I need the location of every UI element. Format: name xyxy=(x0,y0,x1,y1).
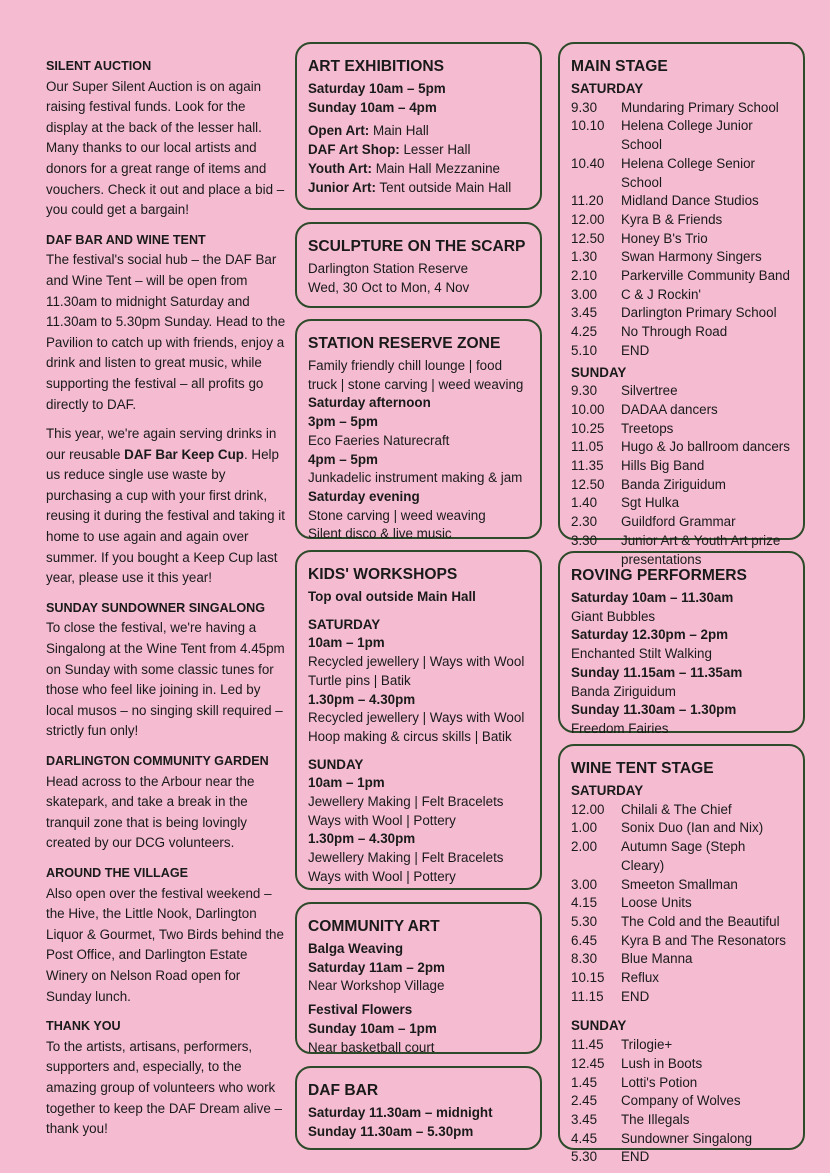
art-exhibitions-box xyxy=(295,42,542,210)
schedule-row xyxy=(571,913,792,932)
schedule-row xyxy=(571,476,792,495)
schedule-row xyxy=(571,801,792,820)
schedule-row xyxy=(571,1036,792,1055)
schedule-row xyxy=(571,1130,792,1149)
schedule-act: The Cold and the Beautiful xyxy=(621,913,780,929)
kids-location: Top oval outside Main Hall xyxy=(308,589,476,604)
schedule-row xyxy=(571,117,792,154)
schedule-row xyxy=(571,248,792,267)
schedule-act: Lush in Boots xyxy=(621,1055,703,1071)
silent-auction-section xyxy=(46,56,286,221)
activity: Recycled jewellery | Ways with Wool xyxy=(308,654,525,670)
schedule-row xyxy=(571,1092,792,1111)
activity: Stone carving | weed weaving xyxy=(308,507,486,523)
section-heading: SILENT AUCTION xyxy=(46,59,152,73)
section-text: To the artists, artisans, performers, supporters and, especially, to the amazing group of volunteers who work together to keep the DAF Dream alive – thank you! xyxy=(46,1038,282,1137)
roving-performers-box xyxy=(558,551,805,736)
schedule-act: Kyra B and The Resonators xyxy=(621,932,786,948)
schedule-act: Kyra B & Friends xyxy=(621,211,723,227)
schedule-row xyxy=(571,342,792,361)
schedule-time: 8.30 xyxy=(571,951,598,967)
schedule-time: 2.00 xyxy=(571,839,598,855)
saturday-label: SATURDAY xyxy=(571,783,644,798)
kids-workshops-box xyxy=(295,550,542,890)
schedule-act: END xyxy=(621,1149,650,1165)
schedule-act: Banda Ziriguidum xyxy=(621,476,726,492)
schedule-row xyxy=(571,1148,792,1167)
time-slot: Saturday 11am – 2pm xyxy=(308,959,445,975)
sculpture-box xyxy=(295,222,542,308)
schedule-act: No Through Road xyxy=(621,324,728,340)
schedule-row xyxy=(571,457,792,476)
schedule-time: 1.30 xyxy=(571,249,598,265)
schedule-row xyxy=(571,323,792,342)
schedule-time: 9.30 xyxy=(571,383,598,399)
schedule-act: Helena College Senior School xyxy=(621,155,755,190)
sculpture-dates: Wed, 30 Oct to Mon, 4 Nov xyxy=(308,279,470,295)
roving-act: Freedom Fairies xyxy=(571,720,669,736)
schedule-time: 11.35 xyxy=(571,458,604,474)
sat-hours: Saturday 11.30am – midnight xyxy=(308,1105,493,1120)
schedule-row xyxy=(571,420,792,439)
schedule-act: Hugo & Jo ballroom dancers xyxy=(621,439,790,455)
box-title: ART EXHIBITIONS xyxy=(308,58,445,75)
schedule-time: 12.00 xyxy=(571,211,605,227)
sunday-label: SUNDAY xyxy=(571,364,627,380)
thank-you-section xyxy=(46,1016,286,1140)
keep-cup-pre: This year, we're again serving drinks in our reusable xyxy=(46,426,277,462)
time-slot: 1.30pm – 4.30pm xyxy=(308,691,416,707)
schedule-time: 4.45 xyxy=(571,1130,598,1146)
left-column xyxy=(46,56,286,1149)
section-text: Our Super Silent Auction is on again raising festival funds. Look for the display at the back of the lesser hall. Many thanks to our local artists and donors for a great range of items and vouchers. Check it out and place a bid – you could get a bargain! xyxy=(46,78,285,218)
schedule-time: 12.50 xyxy=(571,476,605,492)
station-activities: Family friendly chill lounge | food truck | stone carving | weed weaving xyxy=(308,358,524,392)
schedule-time: 9.30 xyxy=(571,99,598,115)
time-slot: 10am – 1pm xyxy=(308,635,385,651)
schedule-row xyxy=(571,192,792,211)
schedule-time: 4.15 xyxy=(571,895,598,911)
schedule-row xyxy=(571,211,792,230)
box-title: ROVING PERFORMERS xyxy=(571,567,747,584)
sundowner-section xyxy=(46,598,286,742)
schedule-time: 4.25 xyxy=(571,324,598,340)
time-slot: 4pm – 5pm xyxy=(308,451,378,467)
section-text: Head across to the Arbour near the skatepark, and take a break in the tranquil zone that is being lovingly created by our DCG volunteers. xyxy=(46,773,255,851)
schedule-act: END xyxy=(621,342,650,358)
box-title: KIDS' WORKSHOPS xyxy=(308,566,458,583)
keep-cup-text xyxy=(46,424,286,589)
schedule-row xyxy=(571,876,792,895)
schedule-row xyxy=(571,438,792,457)
schedule-time: 3.45 xyxy=(571,305,598,321)
schedule-act: Helena College Junior School xyxy=(621,118,753,153)
roving-act: Enchanted Stilt Walking xyxy=(571,646,712,662)
schedule-act: Company of Wolves xyxy=(621,1093,741,1109)
roving-list xyxy=(571,589,792,739)
main-stage-box xyxy=(558,42,805,567)
schedule-act: C & J Rockin' xyxy=(621,286,701,302)
schedule-time: 5.30 xyxy=(571,1149,598,1165)
schedule-act: Mundaring Primary School xyxy=(621,99,779,115)
box-title: STATION RESERVE ZONE xyxy=(308,335,501,352)
schedule-time: 3.45 xyxy=(571,1111,598,1127)
schedule-act: Chilali & The Chief xyxy=(621,801,732,817)
wine-tent-sunday-list xyxy=(571,1036,792,1167)
schedule-act: DADAA dancers xyxy=(621,401,718,417)
wine-tent-stage-box xyxy=(558,744,805,1165)
schedule-time: 10.15 xyxy=(571,970,605,986)
schedule-row xyxy=(571,513,792,532)
schedule-time: 5.30 xyxy=(571,913,598,929)
station-reserve-box xyxy=(295,319,542,542)
activity: Jewellery Making | Felt Bracelets xyxy=(308,850,504,866)
workshop-title: Balga Weaving xyxy=(308,941,404,956)
schedule-time: 10.10 xyxy=(571,118,605,134)
schedule-time: 1.40 xyxy=(571,495,598,511)
schedule-time: 11.15 xyxy=(571,988,604,1004)
schedule-time: 6.45 xyxy=(571,932,598,948)
schedule-time: 11.05 xyxy=(571,439,604,455)
schedule-row xyxy=(571,950,792,969)
schedule-act: END xyxy=(621,988,650,1004)
schedule-row xyxy=(571,1055,792,1074)
section-heading: THANK YOU xyxy=(46,1019,121,1034)
box-title: DAF BAR xyxy=(308,1082,379,1099)
time-slot: 10am – 1pm xyxy=(308,775,385,791)
schedule-time: 3.00 xyxy=(571,876,598,892)
saturday-label: SATURDAY xyxy=(308,616,381,632)
time-slot: Sunday 10am – 1pm xyxy=(308,1020,437,1036)
schedule-act: Loose Units xyxy=(621,895,692,911)
art-item: DAF Art Shop: Lesser Hall xyxy=(308,142,471,158)
activity: Hoop making & circus skills | Batik xyxy=(308,728,512,744)
schedule-act: Treetops xyxy=(621,420,674,436)
box-title: MAIN STAGE xyxy=(571,58,668,75)
time-slot: 3pm – 5pm xyxy=(308,414,378,430)
main-stage-sunday-list xyxy=(571,382,792,569)
schedule-row xyxy=(571,819,792,838)
schedule-time: 3.00 xyxy=(571,286,598,302)
section-text: To close the festival, we're having a Singalong at the Wine Tent from 4.45pm on Sunday with some classic tunes for those who feel like joining in. Led by local musos – no singing skill required – strictly fun only! xyxy=(46,620,285,739)
schedule-time: 1.00 xyxy=(571,820,598,836)
community-art-box xyxy=(295,902,542,1054)
schedule-act: Hills Big Band xyxy=(621,458,705,474)
schedule-time: 1.45 xyxy=(571,1074,598,1090)
sun-hours: Sunday 10am – 4pm xyxy=(308,99,437,115)
art-item: Junior Art: Tent outside Main Hall xyxy=(308,179,512,195)
daf-bar-wine-tent-section xyxy=(46,230,286,589)
roving-act: Banda Ziriguidum xyxy=(571,683,676,699)
schedule-row xyxy=(571,1074,792,1093)
daf-bar-box xyxy=(295,1066,542,1150)
schedule-row xyxy=(571,230,792,249)
schedule-time: 12.00 xyxy=(571,801,605,817)
schedule-row xyxy=(571,99,792,118)
section-heading: AROUND THE VILLAGE xyxy=(46,865,189,880)
schedule-row xyxy=(571,838,792,875)
schedule-row xyxy=(571,988,792,1007)
location: Near Workshop Village xyxy=(308,978,445,994)
sculpture-location: Darlington Station Reserve xyxy=(308,261,469,276)
schedule-time: 11.20 xyxy=(571,193,604,209)
schedule-row xyxy=(571,304,792,323)
time-slot: 1.30pm – 4.30pm xyxy=(308,831,416,847)
workshop-title: Festival Flowers xyxy=(308,1002,413,1018)
schedule-row xyxy=(571,894,792,913)
schedule-row xyxy=(571,401,792,420)
schedule-act: Parkerville Community Band xyxy=(621,268,790,284)
schedule-time: 12.50 xyxy=(571,230,605,246)
section-heading: SUNDAY SUNDOWNER SINGALONG xyxy=(46,600,266,615)
activity: Eco Faeries Naturecraft xyxy=(308,432,450,448)
schedule-act: Midland Dance Studios xyxy=(621,193,759,209)
schedule-time: 2.30 xyxy=(571,514,598,530)
schedule-row xyxy=(571,155,792,192)
box-title: SCULPTURE ON THE SCARP xyxy=(308,238,526,255)
activity: Silent disco & live music xyxy=(308,526,452,542)
section-text: The festival's social hub – the DAF Bar and Wine Tent – will be open from 11.30am to midnight Saturday and 11.30am to 5.30pm Sunday. Head to the Pavilion to catch up with friends, enjoy a drink and listen to great music, while supporting the festival – all profits go directly to DAF. xyxy=(46,252,286,412)
art-item: Open Art: Main Hall xyxy=(308,123,429,139)
activity: Junkadelic instrument making & jam xyxy=(308,470,523,486)
box-title: COMMUNITY ART xyxy=(308,918,440,935)
schedule-act: Smeeton Smallman xyxy=(621,876,738,892)
schedule-time: 5.10 xyxy=(571,342,598,358)
saturday-label: SATURDAY xyxy=(571,81,644,96)
schedule-time: 3.30 xyxy=(571,532,598,548)
activity: Ways with Wool | Pottery xyxy=(308,812,456,828)
schedule-time: 2.45 xyxy=(571,1093,598,1109)
sunday-label: SUNDAY xyxy=(308,756,364,772)
art-item: Youth Art: Main Hall Mezzanine xyxy=(308,160,500,176)
schedule-act: Darlington Primary School xyxy=(621,305,777,321)
keep-cup-post: . Help us reduce single use waste by purchasing a cup with your first drink, reusing it during the festival and taking it home to use again and again over summer. If you bought a Keep Cup last year, please use it this year! xyxy=(46,446,285,586)
sat-hours: Saturday 10am – 5pm xyxy=(308,81,446,96)
schedule-act: The Illegals xyxy=(621,1111,690,1127)
schedule-row xyxy=(571,286,792,305)
location: Near basketball court xyxy=(308,1039,435,1055)
roving-act: Giant Bubbles xyxy=(571,608,656,624)
schedule-act: Autumn Sage (Steph Cleary) xyxy=(621,839,746,873)
schedule-act: Sonix Duo (Ian and Nix) xyxy=(621,820,764,836)
activity: Turtle pins | Batik xyxy=(308,672,411,688)
sat-evening-label: Saturday evening xyxy=(308,488,420,504)
schedule-row xyxy=(571,1111,792,1130)
schedule-row xyxy=(571,932,792,951)
schedule-act: Junior Art & Youth Art prize presentations xyxy=(621,532,781,567)
schedule-act: Lotti's Potion xyxy=(621,1074,698,1090)
roving-time: Sunday 11.15am – 11.35am xyxy=(571,664,743,680)
schedule-act: Trilogie+ xyxy=(621,1037,673,1053)
wine-tent-saturday-list xyxy=(571,801,792,1007)
sun-hours: Sunday 11.30am – 5.30pm xyxy=(308,1123,474,1139)
schedule-row xyxy=(571,267,792,286)
schedule-act: Reflux xyxy=(621,970,659,986)
schedule-row xyxy=(571,494,792,513)
activity: Ways with Wool | Pottery xyxy=(308,868,456,884)
schedule-time: 11.45 xyxy=(571,1037,604,1053)
main-stage-saturday-list xyxy=(571,99,792,361)
box-title: WINE TENT STAGE xyxy=(571,760,714,777)
schedule-time: 10.25 xyxy=(571,420,605,436)
roving-time: Sunday 11.30am – 1.30pm xyxy=(571,702,737,718)
section-heading: DARLINGTON COMMUNITY GARDEN xyxy=(46,754,269,768)
schedule-time: 12.45 xyxy=(571,1055,605,1071)
roving-time: Saturday 12.30pm – 2pm xyxy=(571,627,729,643)
roving-time: Saturday 10am – 11.30am xyxy=(571,590,734,605)
schedule-act: Guildford Grammar xyxy=(621,514,736,530)
schedule-time: 2.10 xyxy=(571,268,598,284)
schedule-act: Blue Manna xyxy=(621,951,693,967)
schedule-time: 10.00 xyxy=(571,401,605,417)
schedule-time: 10.40 xyxy=(571,155,605,171)
schedule-row xyxy=(571,382,792,401)
around-village-section xyxy=(46,863,286,1007)
schedule-act: Sundowner Singalong xyxy=(621,1130,753,1146)
sat-afternoon-label: Saturday afternoon xyxy=(308,395,431,411)
schedule-act: Swan Harmony Singers xyxy=(621,249,762,265)
schedule-act: Sgt Hulka xyxy=(621,495,680,511)
activity: Recycled jewellery | Ways with Wool xyxy=(308,710,525,726)
section-text: Also open over the festival weekend – the Hive, the Little Nook, Darlington Liquor & Gourmet, Two Birds behind the Post Office, and Darlington Estate Winery on Nelson Road open for Sunday lunch. xyxy=(46,885,284,1004)
activity: Jewellery Making | Felt Bracelets xyxy=(308,794,504,810)
community-garden-section xyxy=(46,751,286,854)
keep-cup-bold: DAF Bar Keep Cup xyxy=(124,446,244,462)
sunday-label: SUNDAY xyxy=(571,1018,627,1034)
schedule-act: Silvertree xyxy=(621,383,678,399)
schedule-row xyxy=(571,969,792,988)
schedule-act: Honey B's Trio xyxy=(621,230,708,246)
section-heading: DAF BAR AND WINE TENT xyxy=(46,232,206,247)
